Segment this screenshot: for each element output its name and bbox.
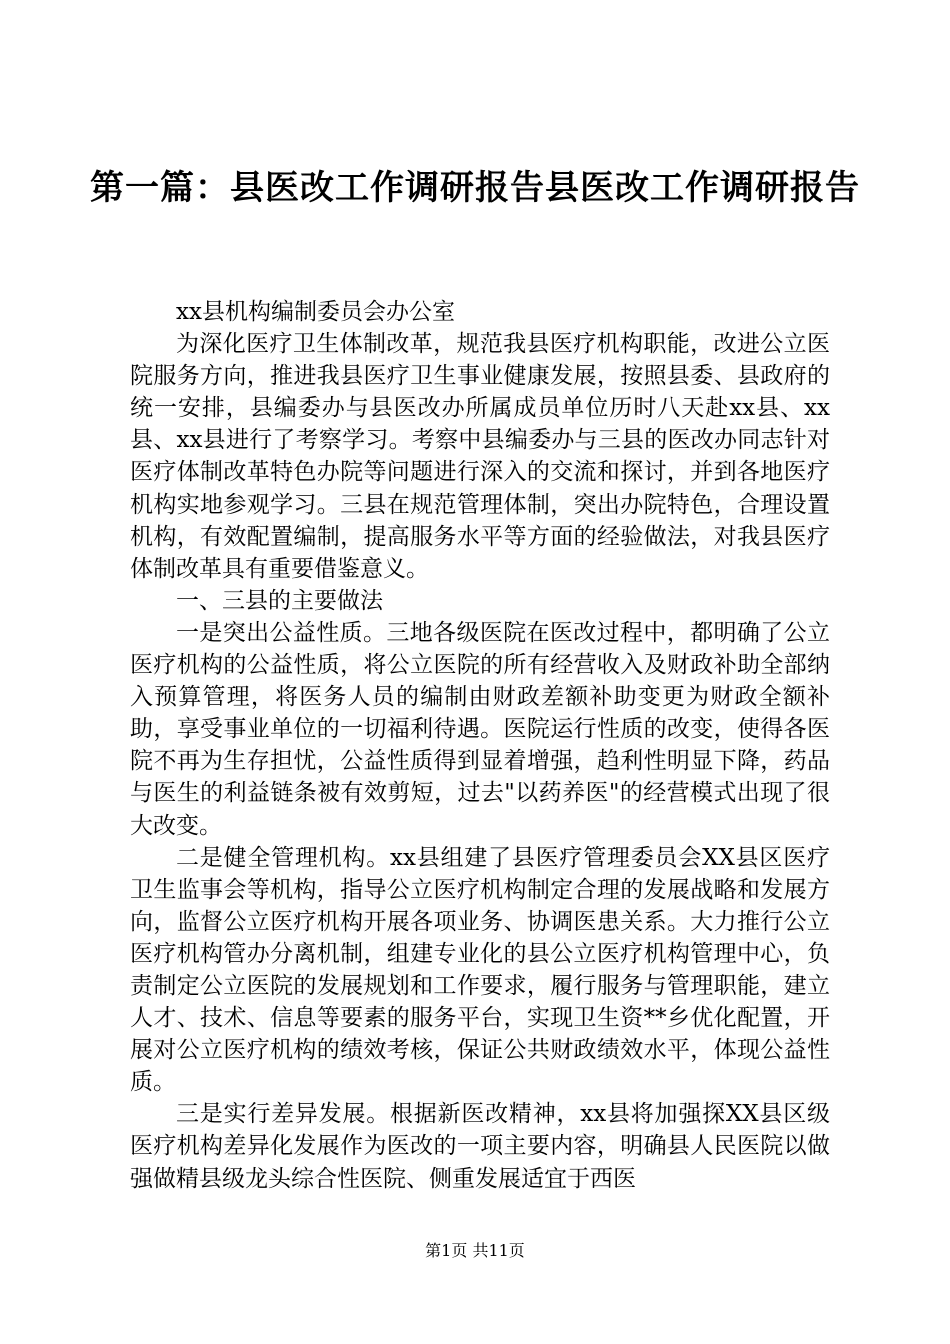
- body-paragraph-3: 三是实行差异发展。根据新医改精神，xx县将加强探XX县区级医疗机构差异化发展作为医改的一项主要内容，明确县人民医院以做强做精县级龙头综合性医院、侧重发展适宜于西医: [130, 1101, 830, 1192]
- body-paragraph-author: xx县机构编制委员会办公室: [176, 299, 455, 325]
- body-paragraph-1: 一是突出公益性质。三地各级医院在医改过程中，都明确了公立医疗机构的公益性质，将公立医院的所有经营收入及财政补助全部纳入预算管理，将医务人员的编制由财政差额补助变更为财政全额补助，享受事业单位的一切福利待遇。医院运行性质的改变，使得各医院不再为生存担忧，公益性质得到显着增强，趋利性明显下降，药品与医生的利益链条被有效剪短，过去"以药养医"的经营模式出现了很大改变。: [130, 619, 830, 839]
- section-heading: 一、三县的主要做法: [176, 587, 383, 614]
- document-title: 第一篇：县医改工作调研报告县医改工作调研报告: [90, 168, 860, 208]
- document-body: [130, 296, 830, 1195]
- page-footer: 第1页 共11页: [425, 1241, 525, 1260]
- body-paragraph-intro: 为深化医疗卫生体制改革，规范我县医疗机构职能，改进公立医院服务方向，推进我县医疗卫生事业健康发展，按照县委、县政府的统一安排，县编委办与县医改办所属成员单位历时八天赴xx县、xx县、xx县进行了考察学习。考察中县编委办与三县的医改办同志针对医疗体制改革特色办院等问题进行深入的交流和探讨，并到各地医疗机构实地参观学习。三县在规范管理体制，突出办院特色，合理设置机构，有效配置编制，提高服务水平等方面的经验做法，对我县医疗体制改革具有重要借鉴意义。: [130, 331, 830, 582]
- body-paragraph-2: 二是健全管理机构。xx县组建了县医疗管理委员会XX县区医疗卫生监事会等机构，指导公立医疗机构制定合理的发展战略和发展方向，监督公立医疗机构开展各项业务、协调医患关系。大力推行公立医疗机构管办分离机制，组建专业化的县公立医疗机构管理中心，负责制定公立医院的发展规划和工作要求，履行服务与管理职能，建立人才、技术、信息等要素的服务平台，实现卫生资**乡优化配置，开展对公立医疗机构的绩效考核，保证公共财政绩效水平，体现公益性质。: [130, 844, 830, 1096]
